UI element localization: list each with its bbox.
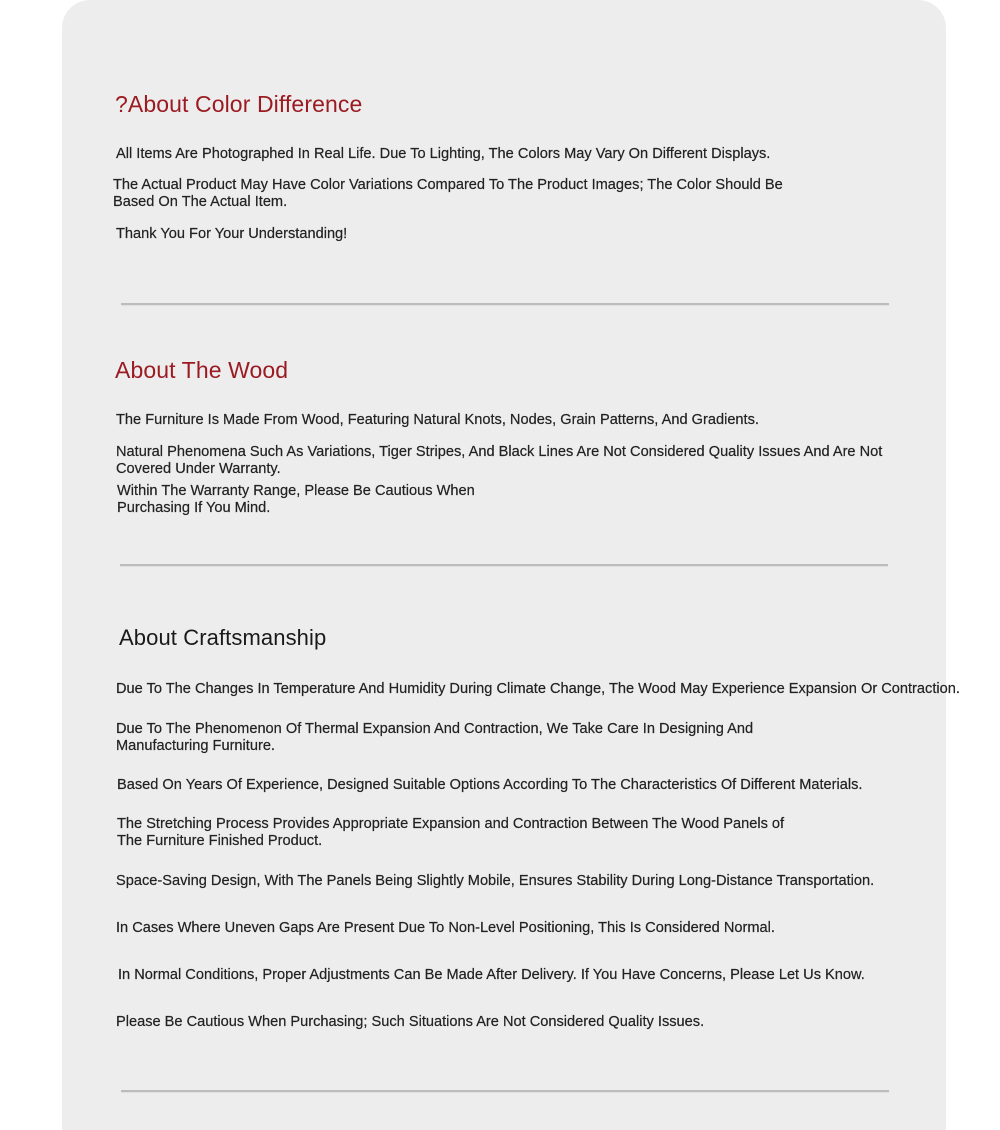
- paragraph-line: Thank You For Your Understanding!: [116, 226, 348, 242]
- paragraph: [116, 920, 775, 937]
- paragraph-line: Covered Under Warranty.: [116, 461, 281, 477]
- paragraph-line: In Cases Where Uneven Gaps Are Present Due To Non-Level Positioning, This Is Considered Normal.: [116, 920, 775, 936]
- paragraph: [116, 444, 882, 478]
- section-heading-craftsmanship: About Craftsmanship: [119, 625, 327, 650]
- paragraph: [116, 1014, 704, 1031]
- paragraph-line: Due To The Phenomenon Of Thermal Expansion And Contraction, We Take Care In Designing And: [116, 721, 754, 737]
- paragraph-line: Space-Saving Design, With The Panels Being Slightly Mobile, Ensures Stability During Long-Distance Transportation.: [116, 873, 875, 889]
- section-divider: [120, 564, 888, 566]
- section-heading-color-difference: ?About Color Difference: [115, 91, 363, 117]
- paragraph-line: The Furniture Is Made From Wood, Featuring Natural Knots, Nodes, Grain Patterns, And Gradients.: [116, 412, 759, 428]
- paragraph: [117, 483, 475, 517]
- section-divider: [121, 303, 889, 305]
- paragraph-line: Based On The Actual Item.: [113, 194, 288, 210]
- paragraph-line: Due To The Changes In Temperature And Humidity During Climate Change, The Wood May Experience Expansion Or Contraction.: [116, 681, 960, 697]
- paragraph: [116, 226, 347, 243]
- paragraph: [116, 412, 759, 429]
- paragraph-line: Purchasing If You Mind.: [117, 500, 271, 516]
- paragraph: [116, 721, 753, 755]
- paragraph-line: Manufacturing Furniture.: [116, 738, 275, 754]
- paragraph-line: The Stretching Process Provides Appropriate Expansion and Contraction Between The Wood Panels of: [117, 816, 785, 832]
- paragraph-line: Based On Years Of Experience, Designed Suitable Options According To The Characteristics Of Different Materials.: [117, 777, 863, 793]
- paragraph: [118, 967, 865, 984]
- paragraph-line: Natural Phenomena Such As Variations, Tiger Stripes, And Black Lines Are Not Considered Quality Issues And Are Not: [116, 444, 883, 460]
- paragraph-line: The Furniture Finished Product.: [117, 833, 323, 849]
- paragraph: [117, 816, 784, 850]
- paragraph-line: The Actual Product May Have Color Variations Compared To The Product Images; The Color Should Be: [113, 177, 783, 193]
- paragraph-line: All Items Are Photographed In Real Life. Due To Lighting, The Colors May Vary On Different Displays.: [116, 146, 771, 162]
- paragraph-line: In Normal Conditions, Proper Adjustments Can Be Made After Delivery. If You Have Concerns, Please Let Us Know.: [118, 967, 865, 983]
- paragraph-line: Within The Warranty Range, Please Be Cautious When: [117, 483, 475, 499]
- paragraph: [113, 177, 783, 211]
- paragraph-line: Please Be Cautious When Purchasing; Such Situations Are Not Considered Quality Issues.: [116, 1014, 705, 1030]
- paragraph: [116, 146, 770, 163]
- paragraph: [116, 681, 960, 698]
- paragraph: [117, 777, 862, 794]
- section-heading-wood: About The Wood: [115, 357, 289, 383]
- paragraph: [116, 873, 874, 890]
- section-divider: [121, 1090, 889, 1092]
